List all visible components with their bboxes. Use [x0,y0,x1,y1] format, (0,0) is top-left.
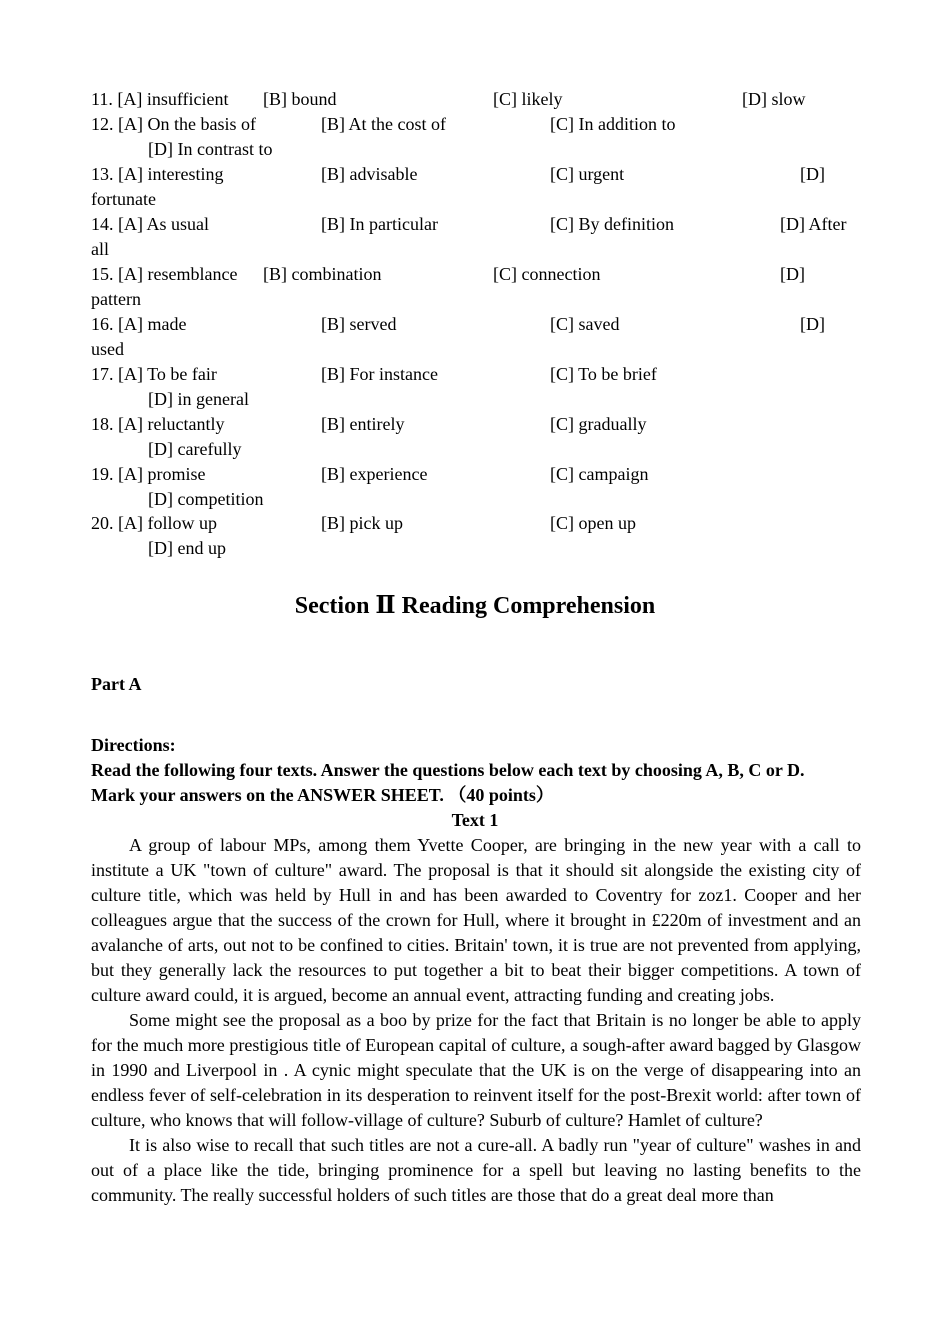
q16-c: [C] saved [550,314,620,334]
q14-d: [D] After [780,214,847,234]
q18-b: [B] entirely [321,414,405,434]
q19-d: [D] competition [148,489,264,509]
q14-b: [B] In particular [321,214,438,234]
q17-d: [D] in general [148,389,249,409]
q19-b: [B] experience [321,464,428,484]
q14-a: 14. [A] As usual [91,214,209,234]
q11-a: 11. [A] insufficient [91,89,229,109]
passage-paragraph-3: It is also wise to recall that such titles are not a cure-all. A badly run "year of culture" washes in and out of a place like the tide, bringing prominence for a spell but leaving no lasting benefits to the community. The really successful holders of such titles are those that do a great deal more than [91,1135,861,1205]
q12-a: 12. [A] On the basis of [91,114,256,134]
q13-b: [B] advisable [321,164,418,184]
q15-c: [C] connection [493,264,601,284]
q19-c: [C] campaign [550,464,649,484]
directions-line-2: Mark your answers on the ANSWER SHEET. （40 points） [91,785,554,805]
q13-c: [C] urgent [550,164,625,184]
q20-a: 20. [A] follow up [91,513,217,533]
q17-b: [B] For instance [321,364,438,384]
q20-c: [C] open up [550,513,636,533]
q12-b: [B] At the cost of [321,114,446,134]
q16-d-cont: used [91,339,124,359]
q14-d-cont: all [91,239,109,259]
q18-d: [D] carefully [148,439,242,459]
q13-d: [D] [800,164,825,184]
part-heading: Part A [91,674,142,694]
q12-c: [C] In addition to [550,114,676,134]
q15-d: [D] [780,264,805,284]
q13-a: 13. [A] interesting [91,164,224,184]
q17-a: 17. [A] To be fair [91,364,217,384]
directions-label: Directions: [91,735,176,755]
section-title: Section Ⅱ Reading Comprehension [294,593,656,619]
q16-a: 16. [A] made [91,314,187,334]
directions-line-1: Read the following four texts. Answer the questions below each text by choosing A, B, C or D. [91,760,805,780]
q12-d: [D] In contrast to [148,139,273,159]
q16-b: [B] served [321,314,397,334]
q19-a: 19. [A] promise [91,464,206,484]
q18-c: [C] gradually [550,414,647,434]
q16-d: [D] [800,314,825,334]
q11-c: [C] likely [493,89,563,109]
q11-d: [D] slow [742,89,806,109]
q15-a: 15. [A] resemblance [91,264,238,284]
q14-c: [C] By definition [550,214,674,234]
text-title: Text 1 [451,810,499,830]
q11-b: [B] bound [263,89,337,109]
q15-b: [B] combination [263,264,382,284]
passage-paragraph-1: A group of labour MPs, among them Yvette Cooper, are bringing in the new year with a call to institute a UK "town of culture" award. The proposal is that it should sit alongside the existing city of culture title, which was held by Hull in and has been awarded to Coventry for zoz1. Cooper and her colleagues argue that the success of the crown for Hull, where it brought in £220m of investment and an avalanche of arts, out not to be confined to cities. Britain' town, it is true are not prevented from applying, but they generally lack the resources to put together a bit to beat their bigger competitions. A town of culture award could, it is argued, become an annual event, attracting funding and creating jobs. [91,835,861,1005]
q20-d: [D] end up [148,538,226,558]
q20-b: [B] pick up [321,513,403,533]
q18-a: 18. [A] reluctantly [91,414,225,434]
passage-paragraph-2: Some might see the proposal as a boo by prize for the fact that Britain is no longer be able to apply for the much more prestigious title of European capital of culture, a sough-after award bagged by Glasgow in 1990 and Liverpool in . A cynic might speculate that the UK is on the verge of disappearing into an endless fever of self-celebration in its desperation to reinvent itself for the post-Brexit world: after town of culture, who knows that will follow-village of culture? Suburb of culture? Hamlet of culture? [91,1010,861,1130]
q15-d-cont: pattern [91,289,141,309]
passage [91,833,861,1208]
q13-d-cont: fortunate [91,189,156,209]
q17-c: [C] To be brief [550,364,657,384]
